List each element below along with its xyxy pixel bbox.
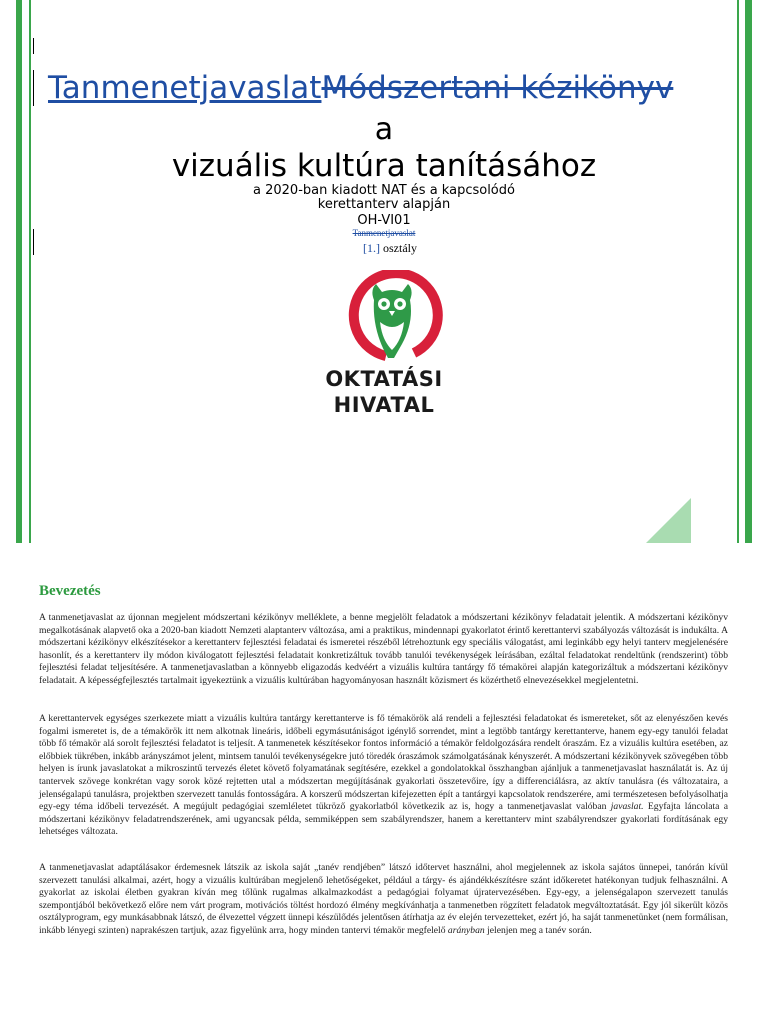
logo-text-line2: HIVATAL — [333, 393, 435, 417]
logo-text-line1: OKTATÁSI — [325, 367, 443, 391]
subtitle-line1: a 2020-ban kiadott NAT és a kapcsolódó — [253, 183, 515, 198]
grade-label: osztály — [383, 241, 417, 255]
text-cursor — [33, 38, 34, 54]
paragraph-3-text-end: jelenjen meg a tanév során. — [484, 924, 592, 936]
corner-triangle-decoration — [646, 498, 691, 543]
left-border-line — [29, 0, 31, 543]
section-heading: Bevezetés — [39, 583, 101, 599]
paragraph-3 — [39, 862, 728, 938]
deleted-label: Tanmenetjavaslat — [352, 228, 416, 238]
paragraph-1: A tanmenetjavaslat az újonnan megjelent módszertani kézikönyv melléklete, a benne megjelölt feladatok a módszertani kézikönyv feladatait jelentik. A módszertani kézikönyv megalkotásának alapvető oka a 2020-ban kiadott Nemzeti alaptanterv változása, ami a praktikus, mindennapi gyakorlatot érintő kerettantervi szabályozás változását is indukálta. A módszertani kézikönyv elkészítésekor a kerettanterv fejlesztési feladatai és ismeretei részéből létrehoztunk egy speciális válogatást, ami leginkább egy helyi tanterv megjelenésére hasonlít, és a kerettanterv ily módon kiválogatott fejlesztési feladatait konkretizáltuk tovább tanulói tevékenységek leírásában, ezáltal feladatokat rendeltünk (rendszerint) több fejlesztési feladat teljesítésére. A tanmenetjavaslatban a könnyebb eligazodás kedvéért a vizuális kultúra tantárgy fő témakörei alapján kategorizáltuk a módszertani kézikönyv feladatait. A képességfejlesztés tartalmait igyekeztünk a vizuális kultúrában hagyományosan használt közismert és közérthető elnevezésekkel megjelentetni. — [39, 612, 728, 686]
right-border-line — [737, 0, 739, 543]
owl-logo-icon — [330, 270, 454, 362]
document-title — [48, 66, 728, 110]
paragraph-2-text-end: Egyfajta láncolata a módszertani kézikönyv feladatrendszerének, ami ugyancsak példa, semmiképpen sem szabályrendszer, hanem a kerettanterv mint szabályrendszer gyakorlati fordításának egy lehetséges változata. — [39, 801, 729, 838]
paragraph-3-italic: arányban — [447, 924, 485, 936]
text-cursor — [33, 70, 34, 106]
document-code: OH-VI01 — [357, 213, 411, 228]
grade-number-inserted: [1.] — [363, 241, 380, 255]
title-deleted-text: Módszertani kézikönyv — [321, 70, 674, 106]
title-inserted-text: Tanmenetjavaslat — [48, 70, 322, 106]
paragraph-2 — [39, 713, 728, 839]
paragraph-3-text: A tanmenetjavaslat adaptálásakor érdemesnek látszik az iskola saját „tanév rendjében” látszó időtervet használni, ahol megjelennek az iskola sajátos ünnepei, tanórán kívül szervezett tanulási alkalmai, azért, hogy a vizuális kultúrában megjelenő lehetőségeket, például a tárgy- és ajándékkészítésre szánt időkeretet hatékonyan tudjuk felhasználni. A gyakorlat az iskolai életben gyakran kíván meg tőlünk rugalmas alkalmazkodást a pedagógiai folyamat újratervezésében. Egy-egy, a jelenségalapon szervezett tanulás szempontjából bekövetkező előre nem várt program, motivációs töltést hordozó élmény megkívánhatja a tanmenetben rögzített feladatok megváltoztatását. Egy jól sikerült közös osztályprogram, egy munkásabbnak látszó, de élvezettel végzett ünnepi készülődés jelentősen átírhatja az év elején tervezetteket, ezért jó, ha saját tanmenetünket (nem formálisan, inkább lényegi szinten) naprakészen tartjuk, azaz figyelünk arra, hogy minden tantervi témakör megfelelő — [39, 862, 728, 936]
grade-line — [363, 240, 417, 256]
paragraph-2-italic: javaslat. — [610, 801, 644, 813]
title-article: a — [374, 112, 394, 147]
left-border-bar — [16, 0, 22, 543]
subtitle-line2: kerettanterv alapján — [317, 197, 451, 212]
document-title-line2: vizuális kultúra tanításához — [171, 148, 597, 184]
right-border-bar — [745, 0, 752, 543]
paragraph-2-text: A kerettantervek egységes szerkezete miatt a vizuális kultúra tantárgy kerettanterve is fő témakörök alá rendeli a fejlesztési feladatokat és ismereteket, sőt az elenyészően kevés fogalmi ismeretet is, de a témakörök itt nem alkotnak lineáris, időbeli egymásutániságot igénylő sorrendet, mint a legtöbb tantárgy kerettanterve, hanem egy-egy tanulói feladat több fő témakör alá sorolt fejlesztési feladatot is teljesít. A tanmenetek készítésekor fontos információ a témakör feldolgozására rendelt óraszám. Ez a vizuális kultúra esetében, az előbbiek tükrében, inkább arányszámot jelent, mintsem tanulói tevékenységekre jutó töredék óraszámok számolgatásának kényszerét. A módszertani kézikönyvek szövegében több helyen is írunk javaslatokat a mikroszintű tervezés életet követő folyamatának segítésére, ezekkel a gondolatokkal összhangban ajánljuk a tanmenetjavaslat használatát is. Az új tantervek szövege konkrétan vagy sorok közé rejtetten utal a módszertan megújításának gyakorlati összetevőire, így a differenciálásra, az aktív tanulásra (és változataira, a jelenségalapú tanulásra, projektben szervezett tanulás fontosságára. A korszerű módszertan kifejezetten épít a tantárgyi kapcsolatok rendszerére, ami természetesen befolyásolhatja egy-egy téma időbeli tervezését. A megújult pedagógiai szemléletet tükröző gyakorlatból következik az is, hogy a tanmenetjavaslat valóban — [39, 713, 728, 813]
